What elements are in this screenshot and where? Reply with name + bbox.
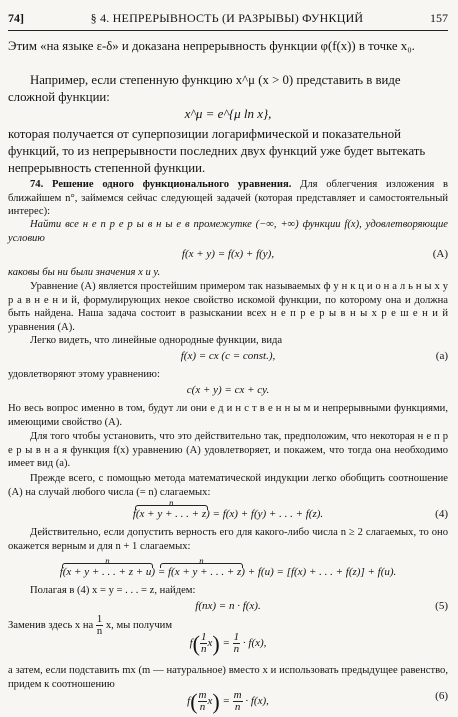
equation-power-function: x^μ = e^{μ ln x}, <box>184 106 272 121</box>
eq6-left-paren: ( <box>190 688 198 714</box>
recip-frac-top: 1 <box>200 631 207 643</box>
satisfy-paragraph: удовлетворяют этому уравнению: <box>8 369 160 380</box>
recip-rhs-tail: · f(x), <box>242 637 267 650</box>
indeed-paragraph: Действительно, если допустить верность его для какого-либо числа n ≥ 2 слагаемых, то оно окажется верным и для n + 1 слагаемых: <box>8 527 448 552</box>
recip-rhs-frac-top: 1 <box>233 631 240 643</box>
equation-induction <box>8 556 448 580</box>
eq6-f: f <box>187 695 191 708</box>
task-tail: каковы бы ни были значения x и y. <box>8 267 161 278</box>
induction-paragraph: Прежде всего, с помощью метода математической индукции легко обобщить соотношение (A) на случай любого числа (= n) слагаемых: <box>8 473 448 498</box>
recip-rhs-fraction <box>233 632 241 655</box>
section-74-heading-rest: Для облегчения изложения в ближайшем n°, займемся сейчас следующей задачей (которая представляет и самостоятельный интерес): <box>8 179 448 217</box>
recip-frac-bottom: n <box>200 643 207 655</box>
equation-5-body: f(nx) = n · f(x). <box>195 600 261 612</box>
eq6-rhs-tail: · f(x), <box>245 695 269 708</box>
induction-brace-1 <box>62 563 153 568</box>
replace-fraction-numerator: 1 <box>96 614 103 625</box>
question-paragraph: Но весь вопрос именно в том, будут ли они е д и н с т в е н н ы м и непрерывными функциями, имеющими свойство (A). <box>8 403 448 428</box>
set-equal-paragraph: Полагая в (4) x = y = . . . = z, найдем: <box>30 585 196 596</box>
induction-brace-label-2: n <box>199 556 204 566</box>
equation-a-number: (a) <box>435 350 448 362</box>
replace-text: Заменив здесь x на <box>8 619 94 631</box>
eq6-frac-bottom: n <box>199 701 206 713</box>
section-number: 74] <box>8 10 24 25</box>
induction-brace-label-1: n <box>105 556 110 566</box>
eq6-equals: = <box>222 695 230 708</box>
equation-5-number: (5) <box>435 600 448 612</box>
eq6-fraction <box>198 690 208 713</box>
equation-4-number: (4) <box>435 508 448 520</box>
induction-braced-sum-2 <box>157 556 245 580</box>
eq6-x: x <box>207 695 213 708</box>
equation-reciprocal <box>8 632 448 655</box>
equation-4-brace <box>135 505 208 510</box>
recip-x: x <box>207 637 213 650</box>
cauchy-paragraph: Уравнение (A) является простейшим примером так называемых ф у н к ц и о н а л ь н ы х у р а в н е н и й, формулирующих некое свойство искомой функции, по которому она и должна быть найдена. Наша задача состоит в разыскании всех н е п р е р ы в н ы х р е ш е н и й уравнения (A). <box>8 281 448 333</box>
induction-term-2: = f(x + y + . . . + z) <box>157 566 245 578</box>
task-statement: Найти все н е п р е р ы в н ы е в промежутке (−∞, +∞) функции f(x), удовлетворяющие условию <box>8 219 448 244</box>
section-74-intro <box>8 178 448 219</box>
linear-paragraph: Легко видеть, что линейные однородные функции, вида <box>30 335 283 346</box>
equation-a-body: f(x) = cx (c = const.), <box>180 350 276 362</box>
equation-4-rhs: = f(x) + f(y) + . . . + f(z). <box>212 508 324 520</box>
replace-tail: x, мы получим <box>105 619 173 631</box>
equation-6-number: (6) <box>435 690 448 702</box>
eq6-rhs-fraction <box>233 690 243 713</box>
induction-braced-sum-1 <box>59 556 156 580</box>
recip-right-paren: ) <box>212 630 220 656</box>
equation-4 <box>8 498 448 522</box>
then-paragraph: а затем, если подставить mx (m — натуральное) вместо x и использовать предыдущее равенство, придем к соотношению <box>8 665 448 690</box>
eq6-rhs-frac-top: m <box>233 689 242 701</box>
equation-6 <box>8 690 448 713</box>
equation-4-brace-label: n <box>169 498 174 508</box>
proof-paragraph: Для того чтобы установить, что это действительно так, предположим, что некоторая н е п р е р ы в н а я функция f(x) уравнению (A) удовлетворяет, и покажем, что тогда она необходимо имеет вид (a). <box>8 431 448 469</box>
page-header <box>8 8 448 28</box>
running-title: § 4. НЕПРЕРЫВНОСТЬ (И РАЗРЫВЫ) ФУНКЦИЙ <box>90 10 364 25</box>
induction-term-3: + f(u) = [f(x) + . . . + f(z)] + f(u). <box>247 566 397 578</box>
equation-a <box>8 350 448 364</box>
recip-left-paren: ( <box>192 630 200 656</box>
equation-A <box>8 248 448 262</box>
equation-satisfy: c(x + y) = cx + cy. <box>186 384 270 396</box>
recip-equals: = <box>222 637 230 650</box>
equation-5 <box>8 600 448 614</box>
header-rule <box>8 30 448 31</box>
intro-paragraph-3: которая получается от суперпозиции логарифмической и показательной функций, то из непрерывности последних двух функций уже будет вытекать непрерывность степенной функции. <box>8 127 426 175</box>
equation-A-body: f(x + y) = f(x) + f(y), <box>181 248 275 260</box>
equation-4-lhs: f(x + y + . . . + z) <box>132 508 210 520</box>
equation-4-braced-sum <box>132 498 210 522</box>
induction-term-1: f(x + y + . . . + z + u) <box>59 566 156 578</box>
eq6-right-paren: ) <box>212 688 220 714</box>
section-74-heading: 74. Решение одного функционального уравнения. <box>30 179 292 190</box>
page-number: 157 <box>429 10 448 25</box>
recip-f: f <box>189 637 193 650</box>
eq6-rhs-frac-bottom: n <box>234 701 241 713</box>
replace-fraction-denominator: n <box>96 626 103 637</box>
eq6-frac-top: m <box>198 689 207 701</box>
recip-rhs-frac-bottom: n <box>233 643 240 655</box>
equation-A-number: (A) <box>432 248 448 260</box>
induction-brace-2 <box>160 563 243 568</box>
intro-paragraph-2: Например, если степенную функцию x^μ (x > 0) представить в виде сложной функции: <box>8 73 401 104</box>
intro-paragraph-1: Этим «на языке ε-δ» и доказана непрерывность функции φ(f(x)) в точке x₀. <box>8 39 415 53</box>
